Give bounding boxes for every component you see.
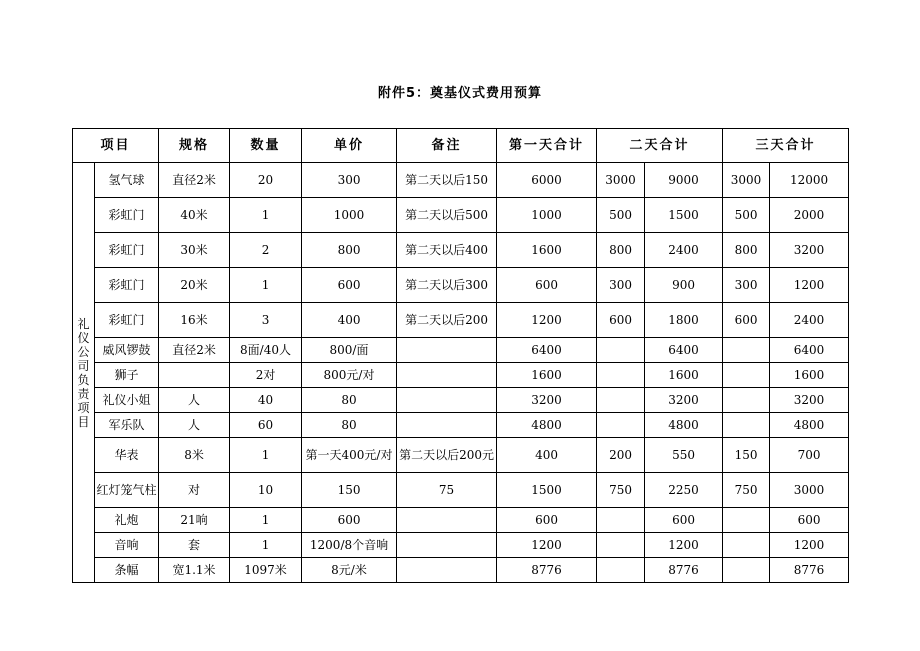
cell-day2-extra: 500 <box>597 198 645 233</box>
cell-unit-price: 80 <box>302 413 397 438</box>
table-row <box>73 413 849 438</box>
cell-day3-total: 600 <box>770 508 849 533</box>
cell-item-name: 军乐队 <box>95 413 159 438</box>
cell-note <box>397 338 497 363</box>
cell-day3-total: 2400 <box>770 303 849 338</box>
header-row <box>73 129 849 163</box>
cell-day1-total: 6400 <box>497 338 597 363</box>
cell-spec: 直径2米 <box>159 163 230 198</box>
cell-note <box>397 533 497 558</box>
cell-day1-total: 4800 <box>497 413 597 438</box>
cell-day3-extra <box>723 533 770 558</box>
cell-day2-total: 900 <box>645 268 723 303</box>
cell-day3-total: 3200 <box>770 388 849 413</box>
cell-day3-extra <box>723 388 770 413</box>
cell-day1-total: 1500 <box>497 473 597 508</box>
cell-unit-price: 1000 <box>302 198 397 233</box>
cell-day3-total: 3200 <box>770 233 849 268</box>
cell-day2-extra <box>597 508 645 533</box>
cell-note <box>397 388 497 413</box>
table-row <box>73 363 849 388</box>
cell-day2-total: 4800 <box>645 413 723 438</box>
cell-spec: 40米 <box>159 198 230 233</box>
group-label-text: 礼仪公司负责项目 <box>77 316 90 429</box>
header-note: 备注 <box>397 129 497 163</box>
table-row <box>73 163 849 198</box>
cell-quantity: 8面/40人 <box>230 338 302 363</box>
cell-day3-total: 1200 <box>770 533 849 558</box>
cell-note: 第二天以后400 <box>397 233 497 268</box>
cell-quantity: 1 <box>230 508 302 533</box>
header-qty: 数量 <box>230 129 302 163</box>
header-day1-total: 第一天合计 <box>497 129 597 163</box>
cell-day1-total: 600 <box>497 508 597 533</box>
cell-day3-total: 12000 <box>770 163 849 198</box>
cell-quantity: 20 <box>230 163 302 198</box>
cell-spec: 21响 <box>159 508 230 533</box>
cell-quantity: 1 <box>230 438 302 473</box>
cell-quantity: 1 <box>230 268 302 303</box>
cell-day3-total: 2000 <box>770 198 849 233</box>
cell-day2-extra: 300 <box>597 268 645 303</box>
table-row <box>73 233 849 268</box>
cell-spec: 30米 <box>159 233 230 268</box>
cell-day2-total: 600 <box>645 508 723 533</box>
header-spec: 规格 <box>159 129 230 163</box>
cell-day2-total: 2250 <box>645 473 723 508</box>
cell-note: 第二天以后200元 <box>397 438 497 473</box>
document-title: 附件5：奠基仪式费用预算 <box>377 86 543 101</box>
cell-day2-extra <box>597 338 645 363</box>
cell-item-name: 礼仪小姐 <box>95 388 159 413</box>
cell-day2-total: 1500 <box>645 198 723 233</box>
cell-day3-extra <box>723 558 770 583</box>
cell-item-name: 彩虹门 <box>95 268 159 303</box>
header-price: 单价 <box>302 129 397 163</box>
cell-unit-price: 800 <box>302 233 397 268</box>
cell-day1-total: 400 <box>497 438 597 473</box>
cell-quantity: 3 <box>230 303 302 338</box>
cell-day2-extra <box>597 413 645 438</box>
table-row <box>73 198 849 233</box>
cell-day1-total: 8776 <box>497 558 597 583</box>
table-row <box>73 268 849 303</box>
cell-unit-price: 1200/8个音响 <box>302 533 397 558</box>
cell-item-name: 条幅 <box>95 558 159 583</box>
cell-unit-price: 800/面 <box>302 338 397 363</box>
cell-quantity: 1097米 <box>230 558 302 583</box>
cell-item-name: 氢气球 <box>95 163 159 198</box>
cell-day3-extra <box>723 413 770 438</box>
cell-note: 第二天以后150 <box>397 163 497 198</box>
cell-day2-total: 1200 <box>645 533 723 558</box>
cell-day3-extra: 150 <box>723 438 770 473</box>
cell-unit-price: 600 <box>302 508 397 533</box>
cell-unit-price: 第一天400元/对 <box>302 438 397 473</box>
cell-spec: 对 <box>159 473 230 508</box>
cell-note <box>397 558 497 583</box>
table-row <box>73 303 849 338</box>
header-day2-total: 二天合计 <box>597 129 723 163</box>
table-row <box>73 558 849 583</box>
cell-day2-total: 1600 <box>645 363 723 388</box>
cell-quantity: 60 <box>230 413 302 438</box>
table-row <box>73 388 849 413</box>
cell-day3-total: 1600 <box>770 363 849 388</box>
cell-day3-extra: 500 <box>723 198 770 233</box>
cell-item-name: 威风锣鼓 <box>95 338 159 363</box>
cell-item-name: 彩虹门 <box>95 198 159 233</box>
cell-item-name: 彩虹门 <box>95 233 159 268</box>
cell-item-name: 彩虹门 <box>95 303 159 338</box>
cell-day2-total: 9000 <box>645 163 723 198</box>
cell-quantity: 10 <box>230 473 302 508</box>
cell-unit-price: 800元/对 <box>302 363 397 388</box>
cell-item-name: 音响 <box>95 533 159 558</box>
group-label <box>73 163 95 583</box>
cell-day2-extra <box>597 533 645 558</box>
cell-day3-total: 700 <box>770 438 849 473</box>
cell-unit-price: 400 <box>302 303 397 338</box>
cell-day2-extra <box>597 558 645 583</box>
cell-note <box>397 508 497 533</box>
cell-day3-extra: 300 <box>723 268 770 303</box>
cell-unit-price: 150 <box>302 473 397 508</box>
cell-day3-total: 1200 <box>770 268 849 303</box>
cell-day2-extra <box>597 363 645 388</box>
cell-note: 75 <box>397 473 497 508</box>
budget-table <box>72 128 849 583</box>
cell-day1-total: 6000 <box>497 163 597 198</box>
cell-day3-total: 4800 <box>770 413 849 438</box>
budget-body <box>73 163 849 583</box>
table-row <box>73 473 849 508</box>
cell-item-name: 礼炮 <box>95 508 159 533</box>
cell-quantity: 1 <box>230 533 302 558</box>
cell-day3-extra: 800 <box>723 233 770 268</box>
cell-unit-price: 80 <box>302 388 397 413</box>
cell-day3-extra: 750 <box>723 473 770 508</box>
cell-day2-total: 1800 <box>645 303 723 338</box>
cell-day3-total: 3000 <box>770 473 849 508</box>
cell-note: 第二天以后300 <box>397 268 497 303</box>
cell-day1-total: 1200 <box>497 303 597 338</box>
header-item: 项目 <box>73 129 159 163</box>
cell-day1-total: 1600 <box>497 363 597 388</box>
cell-day2-total: 2400 <box>645 233 723 268</box>
cell-day2-extra: 3000 <box>597 163 645 198</box>
cell-day2-total: 3200 <box>645 388 723 413</box>
cell-spec: 人 <box>159 388 230 413</box>
cell-spec: 20米 <box>159 268 230 303</box>
cell-day3-extra: 3000 <box>723 163 770 198</box>
cell-spec: 宽1.1米 <box>159 558 230 583</box>
cell-unit-price: 8元/米 <box>302 558 397 583</box>
cell-day3-extra: 600 <box>723 303 770 338</box>
cell-day3-total: 6400 <box>770 338 849 363</box>
cell-day1-total: 1200 <box>497 533 597 558</box>
cell-day1-total: 1000 <box>497 198 597 233</box>
cell-unit-price: 300 <box>302 163 397 198</box>
cell-day2-extra: 600 <box>597 303 645 338</box>
table-row <box>73 338 849 363</box>
cell-note: 第二天以后500 <box>397 198 497 233</box>
table-row <box>73 533 849 558</box>
cell-day1-total: 1600 <box>497 233 597 268</box>
cell-day3-extra <box>723 338 770 363</box>
cell-quantity: 2对 <box>230 363 302 388</box>
cell-day2-extra: 800 <box>597 233 645 268</box>
cell-quantity: 2 <box>230 233 302 268</box>
table-row <box>73 438 849 473</box>
cell-day3-total: 8776 <box>770 558 849 583</box>
cell-day2-total: 6400 <box>645 338 723 363</box>
cell-quantity: 40 <box>230 388 302 413</box>
cell-spec: 8米 <box>159 438 230 473</box>
cell-note <box>397 413 497 438</box>
cell-item-name: 狮子 <box>95 363 159 388</box>
cell-spec: 人 <box>159 413 230 438</box>
cell-spec: 套 <box>159 533 230 558</box>
cell-unit-price: 600 <box>302 268 397 303</box>
cell-day3-extra <box>723 363 770 388</box>
cell-note: 第二天以后200 <box>397 303 497 338</box>
cell-day2-extra: 200 <box>597 438 645 473</box>
cell-note <box>397 363 497 388</box>
cell-day2-total: 8776 <box>645 558 723 583</box>
cell-day1-total: 3200 <box>497 388 597 413</box>
cell-quantity: 1 <box>230 198 302 233</box>
cell-day3-extra <box>723 508 770 533</box>
cell-day2-total: 550 <box>645 438 723 473</box>
cell-day2-extra <box>597 388 645 413</box>
table-row <box>73 508 849 533</box>
cell-day1-total: 600 <box>497 268 597 303</box>
cell-item-name: 华表 <box>95 438 159 473</box>
cell-spec <box>159 363 230 388</box>
cell-item-name: 红灯笼气柱 <box>95 473 159 508</box>
cell-day2-extra: 750 <box>597 473 645 508</box>
cell-spec: 直径2米 <box>159 338 230 363</box>
cell-spec: 16米 <box>159 303 230 338</box>
header-day3-total: 三天合计 <box>723 129 849 163</box>
